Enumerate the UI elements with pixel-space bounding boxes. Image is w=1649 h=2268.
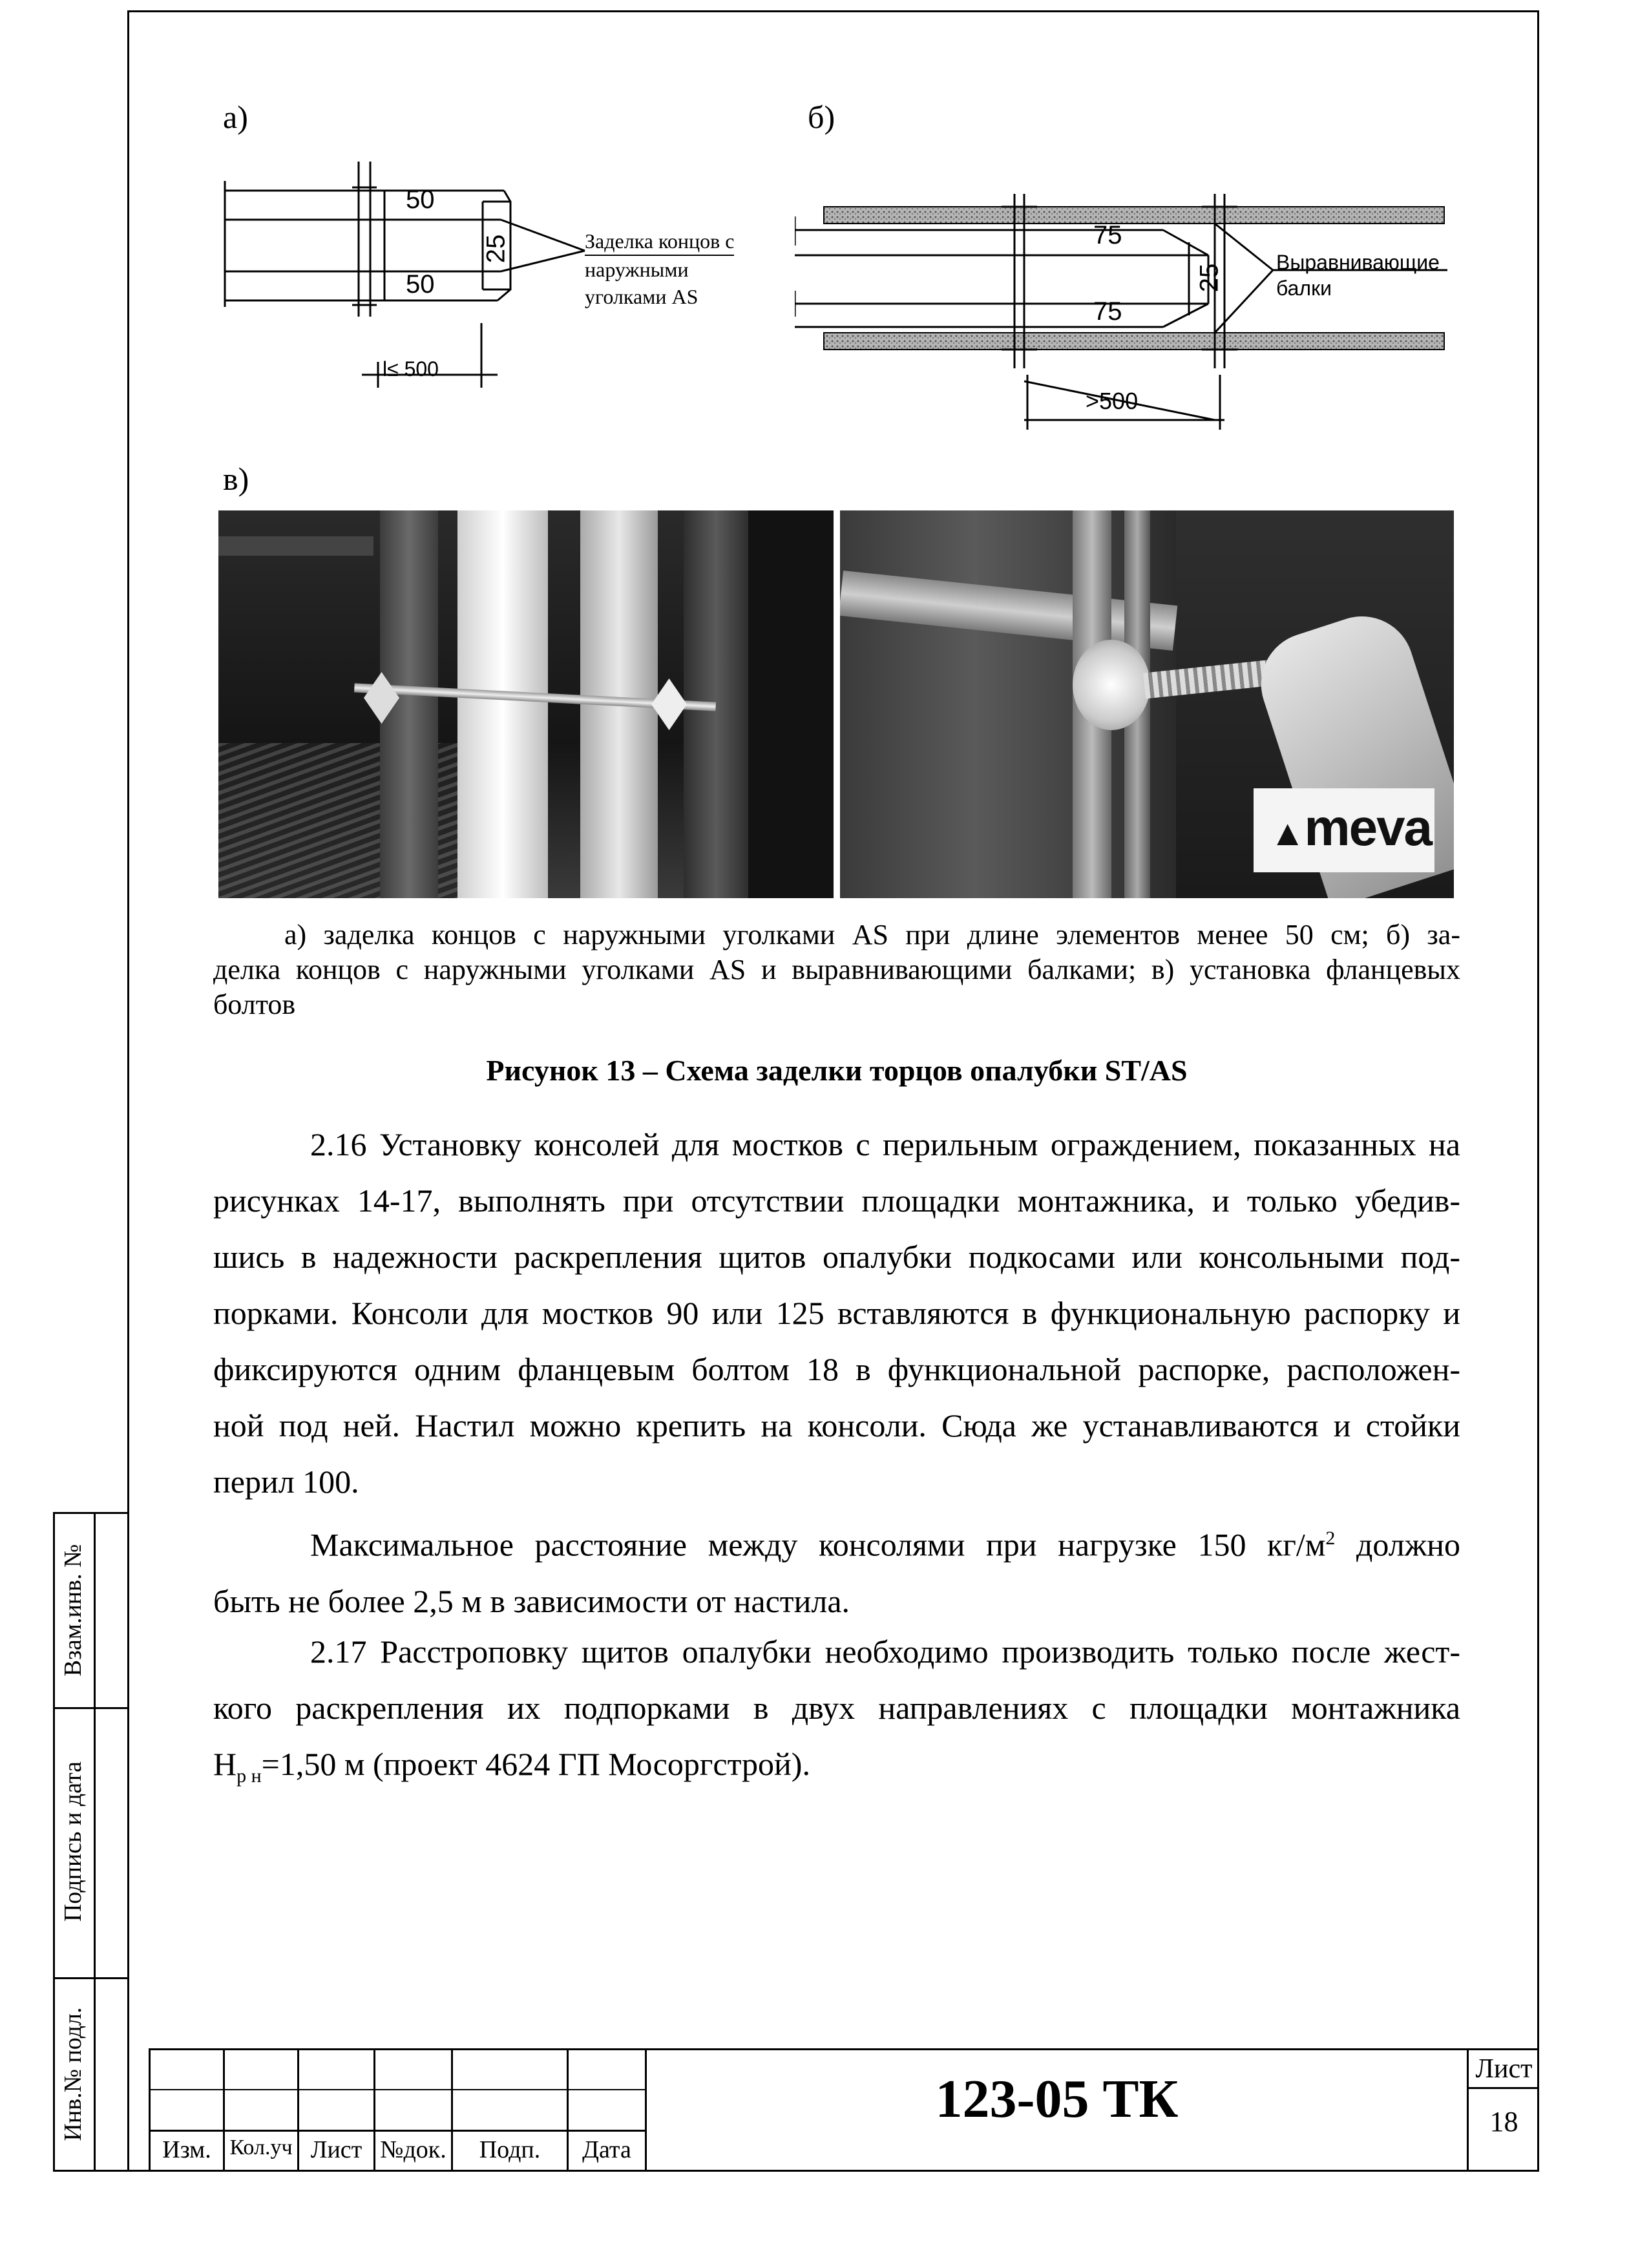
tb-header-data: Дата <box>582 2136 631 2163</box>
figure-label-b: б) <box>808 99 835 135</box>
diagram-a-dim-vertical: 25 <box>481 234 510 264</box>
paragraph-2-17: 2.17 Расстроповку щитов опалубки необходимо производить только после жест- кого раскрепления их подпорками в двух направлениях с площадки монтажника $H_{р н}=1,50$ м (проект 4624 ГП Мосоргстрой). <box>213 1633 1460 1787</box>
stamp-vzam: Взам.инв. № <box>59 1544 87 1677</box>
figure-title: Рисунок 13 – Схема заделки торцов опалубки ST/AS <box>486 1054 1188 1087</box>
diagram-b-dim-bottom: 75 <box>1093 297 1122 326</box>
frame-bottom <box>53 2170 1539 2172</box>
tb-header-ndok: №док. <box>380 2136 446 2163</box>
stamp-podpis: Подпись и дата <box>59 1761 87 1922</box>
frame-right <box>1537 10 1539 2172</box>
photo-right <box>840 510 1454 898</box>
figure-caption: а) заделка концов с наружными уголками AS при длине элементов менее 50 см; б) за- делка концов с наружными уголками AS и выравнивающими балками; в) установка фланцевых болтов <box>213 919 1460 1020</box>
tb-header-izm: Изм. <box>162 2136 211 2163</box>
diagram-b-dim-vertical: 25 <box>1195 263 1224 293</box>
diagram-b-callout: Выравнивающие балки <box>1276 251 1440 300</box>
tb-header-kol: Кол.уч <box>229 2136 293 2159</box>
figure-label-v: в) <box>223 461 249 497</box>
paragraph-max-distance: Максимальное расстояние между консолями при нагрузке 150 $кг/м^2$ должно быть не более 2,5 м в зависимости от настила. <box>213 1526 1460 1619</box>
frame-left <box>127 10 129 2172</box>
figure-label-a: а) <box>223 99 248 135</box>
sheet-number: 18 <box>1489 2106 1518 2137</box>
diagram-b-dim-length: >500 <box>1086 388 1139 414</box>
sheet-label: Лист <box>1475 2054 1533 2084</box>
tb-header-podp: Подп. <box>479 2136 541 2163</box>
diagram-b-dim-top: 75 <box>1093 221 1122 249</box>
paragraph-2-16: 2.16 Установку консолей для мостков с перильным ограждением, показанных на рисунках 14-17, выполнять при отсутствии площадки монтажника, и только убедив- шись в надежности раскрепления щитов опалубки подкосами или консольными под- порками. Консоли для мостков 90 или 125 вставляются в функциональную распорку и фиксируются одним фланцевым болтом 18 в функциональной распорке, расположен- ной под ней. Настил можно крепить на консоли. Сюда же устанавливаются и стойки перил 100. <box>213 1126 1460 1500</box>
meva-logo: ▲meva <box>1270 799 1432 856</box>
tb-header-list: Лист <box>310 2136 362 2163</box>
diagram-a-dim-top: 50 <box>406 185 435 214</box>
frame-top <box>127 10 1539 12</box>
stamp-inv: Инв.№ подл. <box>59 2007 87 2141</box>
document-code: 123-05 ТК <box>935 2069 1179 2129</box>
photo-left <box>218 510 834 898</box>
diagram-a-dim-bottom: 50 <box>406 270 435 299</box>
diagram-a-dim-length: l≤ 500 <box>383 357 439 381</box>
diagram-a-callout: Заделка концов с наружными уголками AS <box>585 227 734 310</box>
